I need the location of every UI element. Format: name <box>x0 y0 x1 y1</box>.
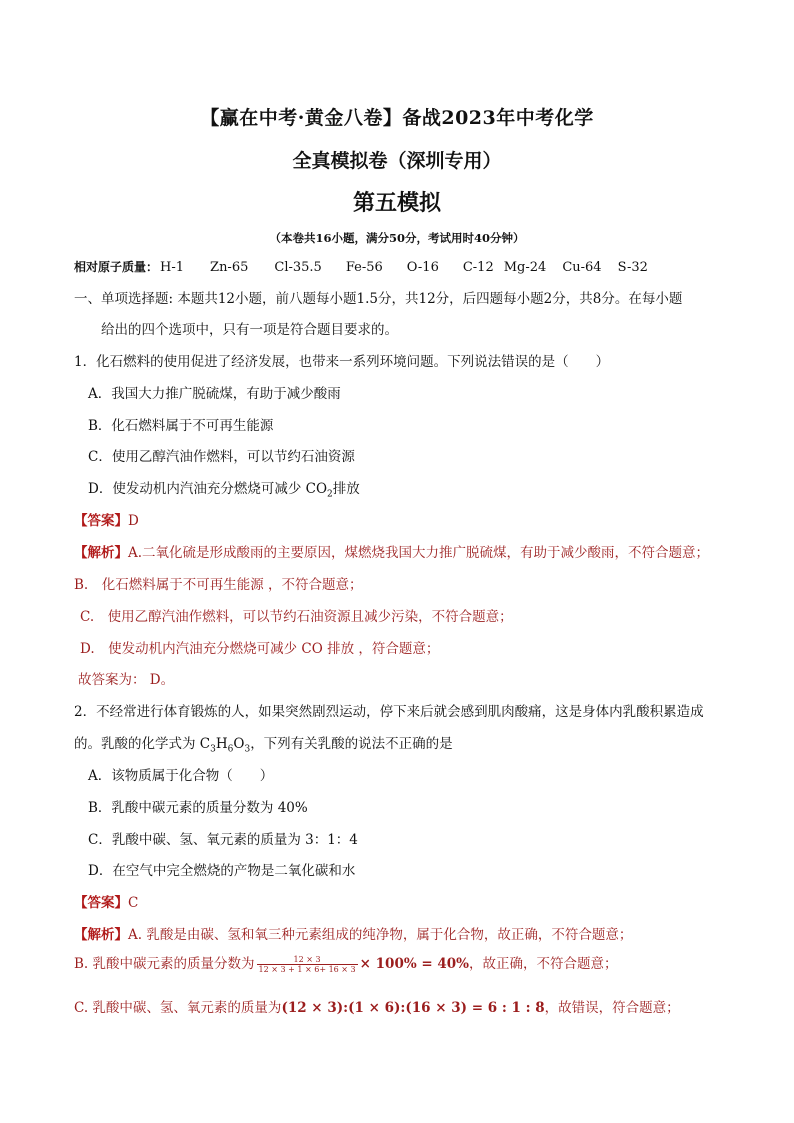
q1-option-b: B．化石燃料属于不可再生能源 <box>88 418 274 434</box>
formula-result: × 100% = 40% <box>359 956 469 972</box>
q2-analysis-b <box>74 952 618 974</box>
analysis-text: B. 乳酸中碳元素的质量分数为 <box>74 956 255 972</box>
answer-tag: 【答案】 <box>74 513 128 529</box>
mass-item: C-12 <box>462 260 494 275</box>
formula-element: H <box>215 736 228 752</box>
q2-stem-line2 <box>74 732 453 755</box>
analysis-text: C. 乳酸中碳、氢、氧元素的质量为 <box>74 1000 282 1016</box>
q1-conclusion: 故答案为： D。 <box>78 672 175 688</box>
analysis-tag: 【解析】 <box>74 545 128 561</box>
answer-value: C <box>128 895 139 911</box>
atomic-masses <box>74 258 648 275</box>
atomic-masses-label: 相对原子质量： <box>74 260 159 274</box>
mass-item: Zn-65 <box>210 260 249 275</box>
mass-item: S-32 <box>617 260 648 275</box>
mass-item: Fe-56 <box>345 260 383 275</box>
q2-option-b: B．乳酸中碳元素的质量分数为 40% <box>88 800 308 816</box>
analysis-text: A.二氧化硫是形成酸雨的主要原因，煤燃烧我国大力推广脱硫煤，有助于减少酸雨，不符合题意； <box>128 545 710 561</box>
q1-option-d-text: D．使发动机内汽油充分燃烧可减少 CO <box>88 481 328 497</box>
exam-title-line3: 第五模拟 <box>352 190 441 216</box>
q2-analysis-c <box>74 996 680 1016</box>
answer-value: D <box>128 513 139 529</box>
analysis-tail: ，故错误，符合题意； <box>544 1000 680 1016</box>
q1-analysis-a <box>74 541 709 561</box>
mass-fraction <box>257 955 358 974</box>
q2-stem-text: 的。乳酸的化学式为 C <box>74 736 211 752</box>
q2-option-d: D．在空气中完全燃烧的产物是二氧化碳和水 <box>88 863 356 879</box>
q2-stem-line1: 2．不经常进行体育锻炼的人，如果突然剧烈运动，停下来后就会感到肌肉酸痛，这是身体内乳酸积累造成 <box>74 704 704 720</box>
exam-title-line1: 【赢在中考·黄金八卷】备战2023年中考化学 <box>200 107 594 129</box>
q2-analysis-a <box>74 923 632 943</box>
analysis-tag: 【解析】 <box>74 927 128 943</box>
q2-option-a: A．该物质属于化合物（ ） <box>88 768 274 784</box>
q1-stem: 1．化石燃料的使用促进了经济发展，也带来一系列环境问题。下列说法错误的是（ ） <box>74 354 610 370</box>
q1-option-d-tail: 排放 <box>332 481 360 497</box>
answer-tag: 【答案】 <box>74 895 128 911</box>
q1-option-a: A．我国大力推广脱硫煤，有助于减少酸雨 <box>88 386 341 402</box>
formula-element: O <box>233 736 245 752</box>
subscript: 2 <box>327 489 333 500</box>
q2-option-c: C．乳酸中碳、氢、氧元素的质量为 3：1：4 <box>88 832 358 848</box>
exam-title-line2: 全真模拟卷（深圳专用） <box>292 150 502 172</box>
q1-answer <box>74 509 139 529</box>
q1-option-d <box>88 477 360 500</box>
analysis-tail: ，故正确，不符合题意； <box>469 956 618 972</box>
mass-item: Cl-35.5 <box>274 260 322 275</box>
fraction-numerator: 12 × 3 <box>257 955 358 965</box>
subscript: 3 <box>244 744 251 755</box>
q2-stem-tail: ，下列有关乳酸的说法不正确的是 <box>250 736 453 752</box>
section-instruction-line1: 一、单项选择题: 本题共12小题，前八题每小题1.5分，共12分，后四题每小题2分，共8分。在每小题 <box>74 291 683 307</box>
analysis-text: A. 乳酸是由碳、氢和氧三种元素组成的纯净物，属于化合物，故正确，不符合题意； <box>128 927 633 943</box>
mass-item: Mg-24 <box>503 260 547 275</box>
subscript: 3 <box>210 744 216 755</box>
q1-analysis-c: C. 使用乙醇汽油作燃料，可以节约石油资源且减少污染，不符合题意； <box>80 609 513 625</box>
q1-option-c: C．使用乙醇汽油作燃料，可以节约石油资源 <box>88 449 355 465</box>
fraction-denominator: 12 × 3 + 1 × 6+ 16 × 3 <box>258 965 356 974</box>
section-instruction-line2: 给出的四个选项中，只有一项是符合题目要求的。 <box>101 322 398 338</box>
mass-item: H-1 <box>160 260 185 275</box>
mass-item: Cu-64 <box>562 260 602 275</box>
exam-note: （本卷共16小题，满分50分，考试用时40分钟） <box>269 231 525 245</box>
subscript: 6 <box>227 744 234 755</box>
mass-ratio-formula: (12 × 3):(1 × 6):(16 × 3) = 6 : 1 : 8 <box>281 1000 545 1016</box>
q1-analysis-d: D. 使发动机内汽油充分燃烧可减少 CO 排放 ，符合题意； <box>80 641 440 657</box>
q2-answer <box>74 891 138 911</box>
mass-item: O-16 <box>406 260 439 275</box>
q1-analysis-b: B. 化石燃料属于不可再生能源 ，不符合题意； <box>74 577 363 593</box>
